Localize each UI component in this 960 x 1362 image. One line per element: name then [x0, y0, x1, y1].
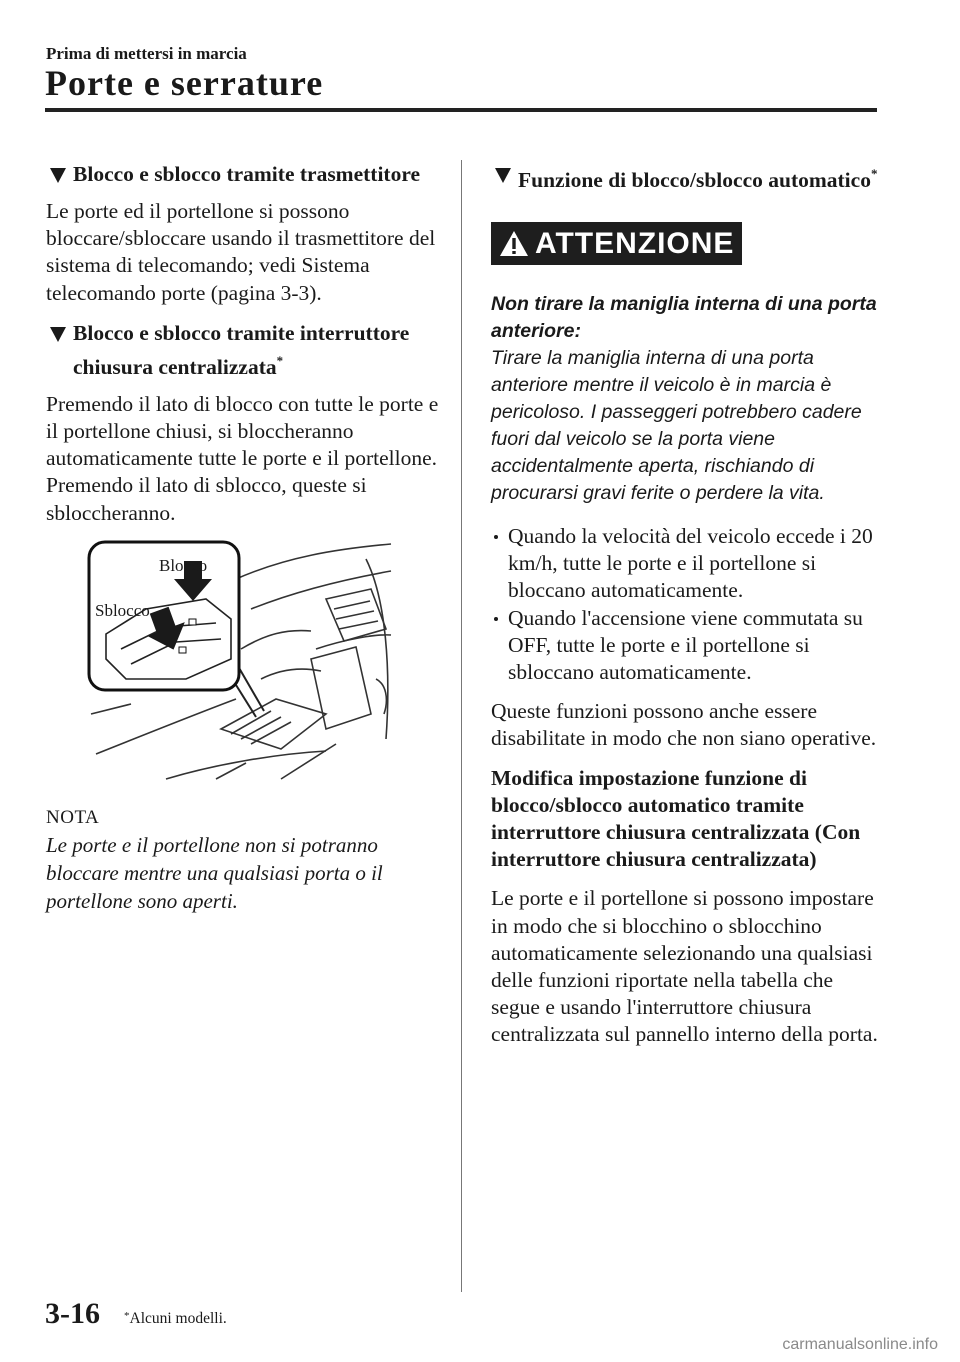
- note-title: NOTA: [46, 806, 100, 828]
- triangle-bullet-icon: [50, 168, 66, 183]
- warning-triangle-icon: [499, 230, 529, 257]
- right-column: [491, 160, 883, 1061]
- settings-paragraph: Le porte e il portellone si possono impostare in modo che si blocchino o sblocchino automaticamente selezionando una qualsiasi delle funzioni riportate nella tabella che segue e usando l'interruttore chiusura centralizzata sul pannello interno della porta.: [491, 886, 878, 1047]
- list-item: Quando l'accensione viene commutata su OFF, tutte le porte e il portellone si sbloccano automaticamente.: [491, 605, 883, 687]
- warning-text: Tirare la maniglia interna di una porta anteriore mentre il veicolo è in marcia è pericoloso. I passeggeri potrebbero cadere fuori dal veicolo se la porta viene accidentalmente aperta, rischiando di procurarsi gravi ferite o perdere la vita.: [491, 347, 862, 504]
- list-item: Quando la velocità del veicolo eccede i 20 km/h, tutte le porte e il portellone si bloccano automaticamente.: [491, 523, 883, 605]
- subheading-text: Funzione di blocco/sblocco automatico: [518, 168, 871, 192]
- note-text: Le porte e il portellone non si potranno bloccare mentre una qualsiasi porta o il portellone sono aperti.: [46, 832, 383, 913]
- disable-paragraph: Queste funzioni possono anche essere disabilitate in modo che non siano operative.: [491, 699, 877, 751]
- bullet-list: [491, 523, 883, 686]
- asterisk-mark: *: [870, 166, 878, 181]
- triangle-bullet-icon: [495, 168, 511, 183]
- transmitter-paragraph: Le porte ed il portellone si possono bloccare/sbloccare usando il trasmettitore del sistema di telecomando; vedi Sistema telecomando porte (pagina 3-3).: [46, 199, 436, 305]
- page-number: 3-16: [45, 1297, 100, 1330]
- warning-heading: Non tirare la maniglia interna di una porta anteriore:: [491, 293, 877, 342]
- bullet-dot-icon: [494, 617, 498, 621]
- triangle-bullet-icon: [50, 327, 66, 342]
- switch-paragraph-unlock: Premendo il lato di sblocco, queste si sbloccheranno.: [46, 473, 367, 525]
- warning-label: ATTENZIONE: [535, 227, 735, 260]
- subheading-text: Blocco e sblocco tramite trasmettitore: [73, 162, 421, 186]
- unlock-label: Sblocco: [95, 600, 150, 620]
- asterisk-mark: *: [276, 352, 284, 368]
- switch-paragraph-lock: Premendo il lato di blocco con tutte le porte e il portellone chiusi, si bloccheranno automaticamente tutte le porte e il portellone.: [46, 391, 439, 471]
- watermark: carmanualsonline.info: [782, 1336, 938, 1353]
- lock-label: Blocco: [159, 555, 208, 575]
- subheading-text: Blocco e sblocco tramite interruttore chiusura centralizzata: [73, 320, 410, 379]
- left-column: [46, 160, 442, 915]
- bullet-dot-icon: [494, 535, 498, 539]
- footnote-text: Alcuni modelli.: [129, 1310, 227, 1327]
- footnote-mark: *: [124, 1310, 130, 1322]
- subheading-central-lock-switch: [46, 319, 442, 381]
- door-panel-drawing: [86, 539, 396, 787]
- settings-heading: Modifica impostazione funzione di blocco/sblocco automatico tramite interruttore chiusura centralizzata (Con interruttore chiusura centralizzata): [491, 765, 861, 872]
- section-title: Porte e serrature: [45, 63, 324, 103]
- subheading-transmitter: [46, 160, 442, 188]
- door-switch-illustration: [86, 539, 396, 787]
- footnote: [124, 1310, 227, 1328]
- warning-badge: [491, 222, 742, 265]
- column-divider: [461, 160, 462, 1292]
- header-rule: [45, 108, 877, 112]
- chapter-title: Prima di mettersi in marcia: [46, 44, 247, 63]
- subheading-auto-lock: [491, 160, 883, 194]
